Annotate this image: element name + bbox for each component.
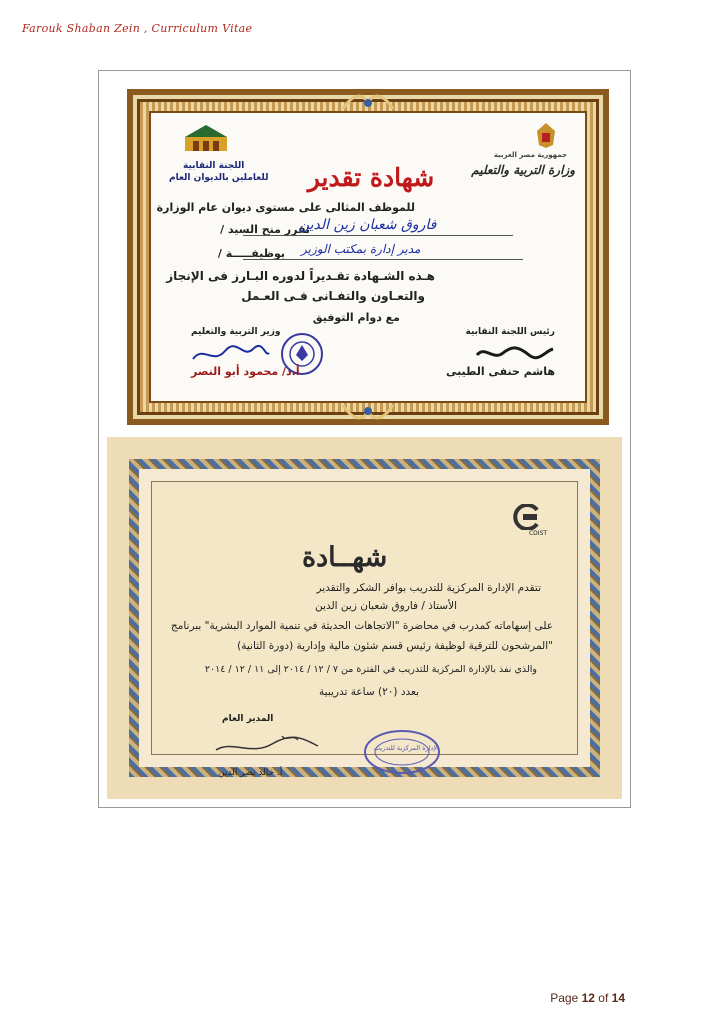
republic-caption: جمهورية مصر العربية: [493, 151, 567, 159]
union-logo-icon: [181, 121, 231, 157]
certificate-body: [151, 481, 578, 778]
eagle-emblem-icon: [533, 121, 559, 149]
cert-job-title: مدير إدارة بمكتب الوزير: [301, 242, 421, 256]
cert-line-2-label: تقرر منح السيد /: [220, 223, 310, 236]
cert-recipient-name: فاروق شعبان زين الدين: [299, 217, 437, 233]
union-caption: اللجنة النقابية: [183, 161, 245, 171]
union-head-title: رئيس اللجنة النقابية: [465, 327, 555, 337]
cert-line-3-label: بوظيفـــــة /: [217, 247, 285, 260]
minister-name: أ.د/ محمود أبو النصر: [191, 365, 300, 378]
minister-title: وزير التربية والتعليم: [191, 327, 281, 337]
director-name: أ. خالد نصر الدين: [218, 768, 283, 778]
cert-line-1: تتقدم الإدارة المركزية للتدريب بوافر الشكر والتقدير: [316, 582, 541, 594]
cert-line-4: هـذه الشـهادة تقـديراً لدوره البـارز فى الإنجاز: [166, 269, 435, 283]
cert-line-1: للموظف المثالى على مستوى ديوان عام الوزارة: [156, 201, 415, 214]
certificate-border: [129, 459, 600, 777]
cert-line-2: الأستاذ / فاروق شعبان زين الدين: [315, 600, 457, 612]
cdist-logo-icon: [509, 504, 543, 530]
cert-line-4: "المرشحون للترقية لوظيفة رئيس قسم شئون مالية وإدارية (دورة الثانية): [237, 640, 553, 652]
certificate-title: شهــادة: [302, 542, 388, 573]
cert-line-6: مع دوام التوفيق: [312, 311, 400, 324]
cert-line-6: بعدد (٢٠) ساعة تدريبية: [319, 686, 419, 698]
certificates-scan: [98, 70, 631, 808]
certificate-body: [149, 111, 587, 403]
signature-icon: [475, 341, 555, 365]
page-number: Page 12 of 14: [550, 991, 625, 1005]
page-header-title: Farouk Shaban Zein , Curriculum Vitae: [22, 22, 253, 35]
union-caption-2: للعاملين بالديوان العام: [169, 173, 269, 183]
ornament-icon: [339, 91, 397, 113]
cert-line-5: والتعـاون والتفـانى فـى العـمل: [241, 289, 425, 303]
training-certificate: [107, 437, 622, 799]
signature-icon: [212, 730, 322, 760]
union-head-name: هاشم حنفى الطيبى: [445, 365, 555, 378]
cert-line-5: والذي نفذ بالإدارة المركزية للتدريب في الفترة من ٧ / ١٢ / ٢٠١٤ إلى ١١ / ١٢ / ٢٠١٤: [204, 664, 537, 675]
certificate-title: شهادة تقدير: [307, 163, 435, 192]
cert-line-3: على إسهاماته كمدرب في محاضرة "الاتجاهات الحديثة في تنمية الموارد البشرية" ببرنامج: [170, 620, 553, 632]
training-stamp-icon: [362, 728, 442, 776]
signature-icon: [191, 341, 271, 367]
ministry-caption: وزارة التربية والتعليم: [471, 163, 575, 177]
director-title: المدير العام: [222, 714, 274, 724]
cdist-caption: CDIST: [528, 530, 547, 537]
ornament-icon: [339, 401, 397, 423]
appreciation-certificate: [127, 89, 609, 425]
stamp-text: الإدارة المركزية للتدريب: [374, 744, 439, 752]
